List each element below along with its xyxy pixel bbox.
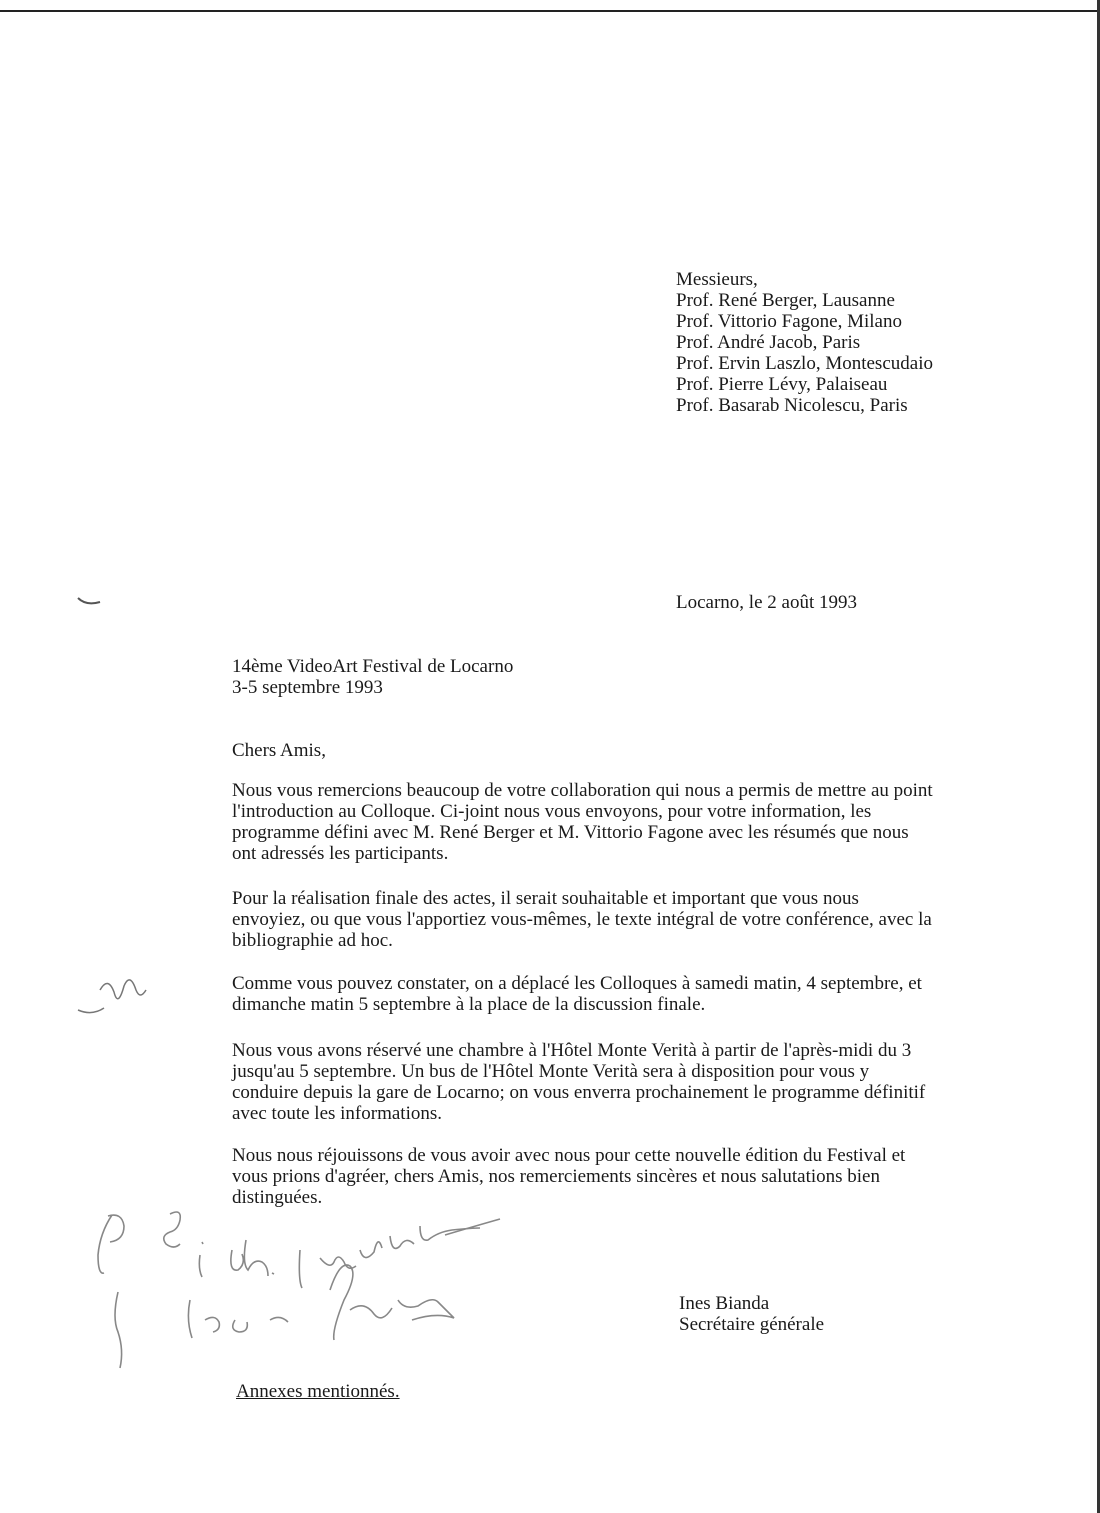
paragraph-line: programme défini avec M. René Berger et M. Vittorio Fagone avec les résumés que nous bbox=[232, 822, 909, 843]
paragraph-line: envoyiez, ou que vous l'apportiez vous-mêmes, le texte intégral de votre conférence, avec la bbox=[232, 909, 932, 930]
recipient-line: Prof. Pierre Lévy, Palaiseau bbox=[676, 374, 888, 395]
signer-name: Ines Bianda bbox=[679, 1293, 770, 1314]
place-date-text: Locarno, le 2 août 1993 bbox=[676, 592, 857, 613]
paragraph-line: Comme vous pouvez constater, on a déplacé les Colloques à samedi matin, 4 septembre, et bbox=[232, 973, 922, 994]
paragraph-2 bbox=[232, 888, 932, 951]
recipient-line: Messieurs, bbox=[676, 269, 758, 290]
handwritten-note-icon bbox=[98, 1212, 500, 1368]
top-edge-rule bbox=[0, 10, 1100, 12]
paragraph-line: avec toute les informations. bbox=[232, 1103, 442, 1124]
recipient-line: Prof. Vittorio Fagone, Milano bbox=[676, 311, 902, 332]
salutation-text: Chers Amis, bbox=[232, 740, 326, 761]
subject-line-1: 14ème VideoArt Festival de Locarno bbox=[232, 656, 514, 677]
recipient-line: Prof. René Berger, Lausanne bbox=[676, 290, 895, 311]
margin-scribble-icon bbox=[78, 980, 146, 1013]
paragraph-line: Nous nous réjouissons de vous avoir avec nous pour cette nouvelle édition du Festival et bbox=[232, 1145, 906, 1166]
paragraph-4 bbox=[232, 1040, 925, 1124]
paragraph-line: ont adressés les participants. bbox=[232, 843, 449, 864]
annexes-note: Annexes mentionnés. bbox=[236, 1381, 400, 1402]
paragraph-line: distinguées. bbox=[232, 1187, 323, 1208]
paragraph-line: Nous vous remercions beaucoup de votre collaboration qui nous a permis de mettre au point bbox=[232, 780, 933, 801]
paragraph-line: jusqu'au 5 septembre. Un bus de l'Hôtel Monte Verità sera à disposition pour vous y bbox=[232, 1061, 870, 1082]
paragraph-line: conduire depuis la gare de Locarno; on vous enverra prochainement le programme définitif bbox=[232, 1082, 926, 1103]
paragraph-line: bibliographie ad hoc. bbox=[232, 930, 393, 951]
subject-block bbox=[232, 656, 513, 698]
paragraph-line: dimanche matin 5 septembre à la place de la discussion finale. bbox=[232, 994, 706, 1015]
margin-mark-icon bbox=[78, 598, 100, 603]
paragraph-1 bbox=[232, 780, 933, 864]
paragraph-line: vous prions d'agréer, chers Amis, nos remerciements sincères et nous salutations bien bbox=[232, 1166, 880, 1187]
salutation bbox=[232, 740, 326, 761]
place-date bbox=[676, 592, 857, 613]
subject-line-2: 3-5 septembre 1993 bbox=[232, 677, 383, 698]
recipients-block bbox=[676, 269, 933, 416]
paragraph-line: l'introduction au Colloque. Ci-joint nous vous envoyons, pour votre information, les bbox=[232, 801, 872, 822]
paragraph-line: Nous vous avons réservé une chambre à l'Hôtel Monte Verità à partir de l'après-midi du 3 bbox=[232, 1040, 912, 1061]
signature-block bbox=[679, 1293, 824, 1335]
paragraph-line: Pour la réalisation finale des actes, il serait souhaitable et important que vous nous bbox=[232, 888, 859, 909]
signer-title: Secrétaire générale bbox=[679, 1314, 825, 1335]
recipient-line: Prof. André Jacob, Paris bbox=[676, 332, 861, 353]
recipient-line: Prof. Ervin Laszlo, Montescudaio bbox=[676, 353, 933, 374]
paragraph-5 bbox=[232, 1145, 905, 1208]
paragraph-3 bbox=[232, 973, 922, 1015]
recipient-line: Prof. Basarab Nicolescu, Paris bbox=[676, 395, 908, 416]
